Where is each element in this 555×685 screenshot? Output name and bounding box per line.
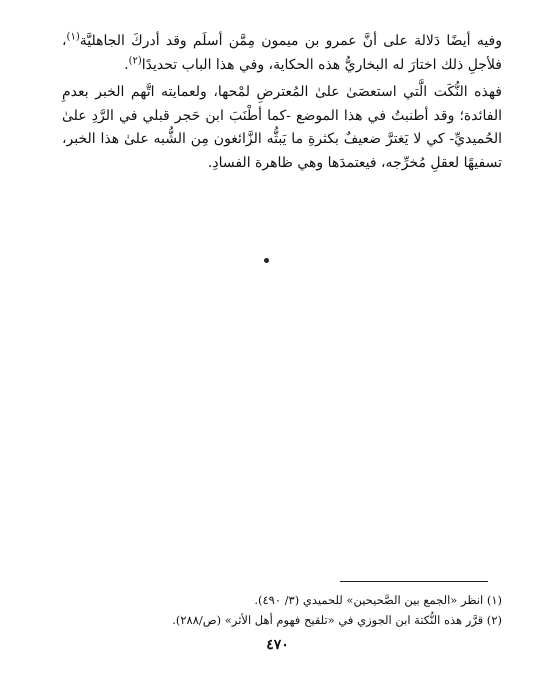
paragraph-1-continuation: ، فلأجلِ ذلك اختارَ له البخاريُّ هذه الحكاية، وفي هذا الباب تحديدًا (62, 33, 502, 73)
footnote-divider (340, 581, 488, 582)
footnote-ref-1[interactable]: (١) (66, 31, 80, 43)
paragraph-2: فهذه النُّكَت الَّتي استعصَىٰ علىٰ المُعترضِ لمْحها، ولعمايته اتَّهم الخبر بعدمِ الفائدة؛ وقد أطنبتُ في هذا الموضع -كما أطْنَبَ ابن حَجر قبلي في الرَّدِ علىٰ الحُميديِّ- كي لا يَغترَّ ضعيفٌ بكثرةِ ما يَبثُّه الزَّائغون مِن الشُّبه علىٰ هذا الخبر، تسفيهًا لعقلِ مُخرِّجه، فيعتمدَها وهي ظاهرة الفسادِ. (62, 84, 502, 171)
paragraph-1-end: . (124, 56, 129, 73)
footnotes (62, 590, 502, 630)
page-number: ٤٧٠ (266, 637, 289, 653)
footnote-1: (١) انظر «الجمع بين الصَّحيحين» للحميدي (٣/ ٤٩٠). (254, 593, 502, 607)
main-text (62, 30, 502, 175)
paragraph-1 (62, 30, 502, 77)
paragraph-1-text: وفيه أيضًا دَلالة على أنَّ عمرو بن ميمون مِمَّن أسلَم وقد أدركَ الجاهليَّة (79, 33, 502, 49)
footnote-ref-2[interactable]: (٢) (128, 54, 142, 66)
section-separator-dot (264, 258, 269, 263)
footnote-2: (٢) قرَّر هذه النُّكتة ابن الجوزي في «تلقيح فهوم أهل الأثر» (ص/٢٨٨). (172, 613, 502, 627)
